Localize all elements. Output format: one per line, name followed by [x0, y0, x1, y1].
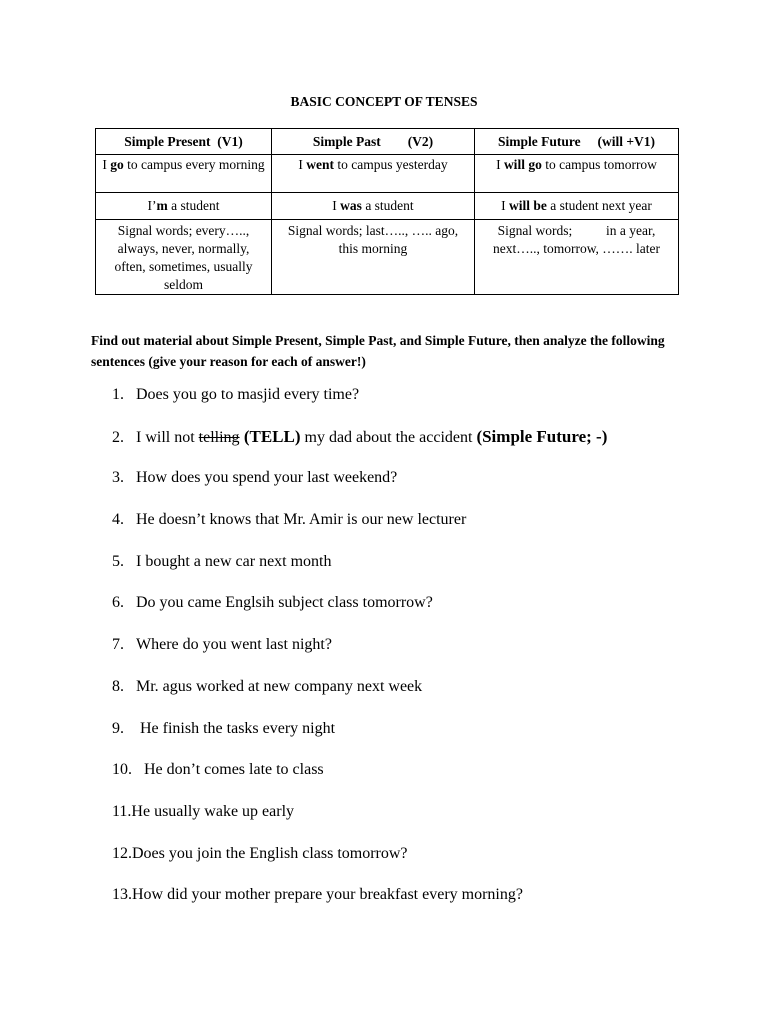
- list-item: 2. I will not telling (TELL) my dad about the accident (Simple Future; -): [112, 426, 608, 446]
- struck-word: telling: [198, 428, 240, 446]
- list-item: 11.He usually wake up early: [112, 802, 295, 820]
- table-cell: I went to campus yesterday: [272, 155, 475, 193]
- instruction-text: Find out material about Simple Present, Simple Past, and Simple Future, then analyze the following sentences (give your reason for each of answer!): [91, 333, 665, 369]
- table-cell: I will be a student next year: [475, 193, 679, 220]
- list-item: 13.How did your mother prepare your breakfast every morning?: [112, 886, 523, 904]
- list-item: 10. He don’t comes late to class: [112, 761, 324, 779]
- list-item: 9. He finish the tasks every night: [112, 719, 336, 737]
- list-item: 3. How does you spend your last weekend?: [112, 469, 398, 487]
- answer-correction: (TELL): [239, 426, 301, 446]
- list-item: 12.Does you join the English class tomorrow?: [112, 844, 408, 862]
- table-cell: I’m a student: [96, 193, 272, 220]
- page-title: BASIC CONCEPT OF TENSES: [290, 94, 478, 109]
- list-item: 6. Do you came Englsih subject class tomorrow?: [112, 594, 433, 612]
- answer-note: (Simple Future; -): [476, 426, 608, 446]
- list-item: 4. He doesn’t knows that Mr. Amir is our new lecturer: [112, 511, 467, 529]
- table-row: [96, 220, 679, 295]
- header-simple-future: Simple Future (will +V1): [475, 129, 679, 155]
- list-item: 5. I bought a new car next month: [112, 552, 332, 570]
- table-row: [96, 155, 679, 193]
- signal-words-past: Signal words; last….., ….. ago, this morning: [272, 220, 475, 295]
- table-cell: I was a student: [272, 193, 475, 220]
- table-cell: I go to campus every morning: [96, 155, 272, 193]
- tenses-table: [95, 128, 679, 295]
- signal-words-present: Signal words; every….., always, never, normally, often, sometimes, usually seldom: [96, 220, 272, 295]
- header-simple-present: Simple Present (V1): [96, 129, 272, 155]
- list-item: 7. Where do you went last night?: [112, 636, 332, 654]
- header-simple-past: Simple Past (V2): [272, 129, 475, 155]
- table-header-row: [96, 129, 679, 155]
- list-item: 8. Mr. agus worked at new company next week: [112, 677, 423, 695]
- table-cell: I will go to campus tomorrow: [475, 155, 679, 193]
- table-row: [96, 193, 679, 220]
- list-item: 1. Does you go to masjid every time?: [112, 386, 360, 403]
- signal-words-future: Signal words; in a year, next….., tomorrow, ……. later: [475, 220, 679, 295]
- exercise-list: [112, 383, 607, 925]
